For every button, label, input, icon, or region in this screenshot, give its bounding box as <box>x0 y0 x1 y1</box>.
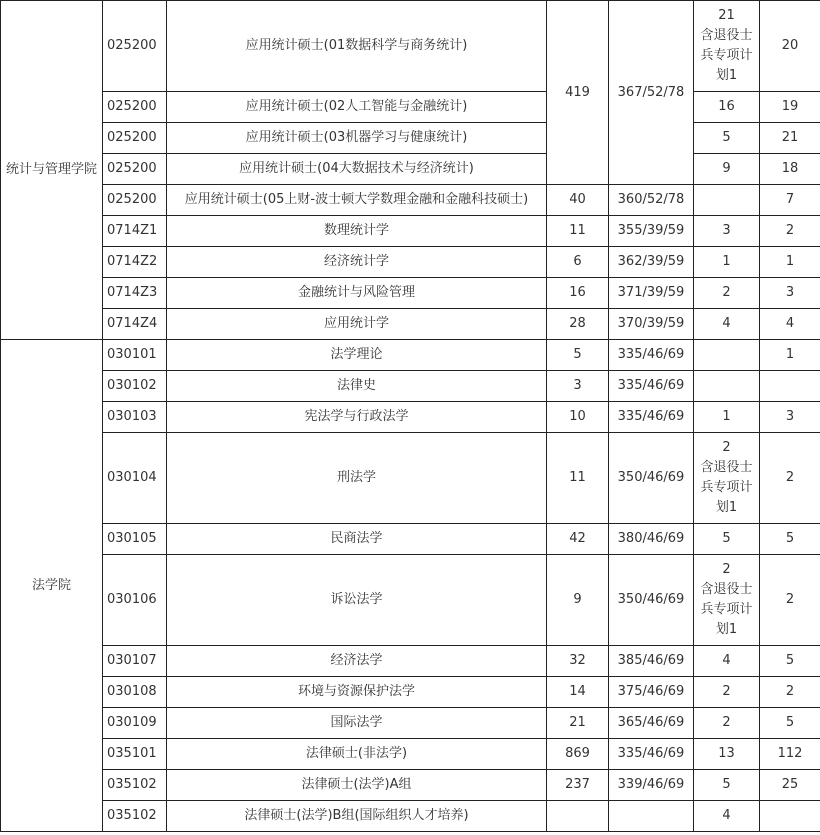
plan-cell: 2 <box>694 278 760 309</box>
applicants-cell: 6 <box>547 247 609 278</box>
major-cell: 应用统计硕士(04大数据技术与经济统计) <box>167 154 547 185</box>
table-row <box>1 402 820 433</box>
major-cell: 经济法学 <box>167 646 547 677</box>
table-row <box>1 1 820 92</box>
code-cell: 0714Z1 <box>103 216 167 247</box>
code-cell: 035102 <box>103 770 167 801</box>
applicants-cell: 42 <box>547 524 609 555</box>
score-cell: 371/39/59 <box>609 278 694 309</box>
applicants-cell: 3 <box>547 371 609 402</box>
code-cell: 0714Z3 <box>103 278 167 309</box>
plan-cell <box>694 433 760 524</box>
table-row <box>1 739 820 770</box>
admitted-cell: 2 <box>760 216 820 247</box>
code-cell: 025200 <box>103 1 167 92</box>
applicants-cell <box>547 801 609 832</box>
table-row <box>1 92 820 123</box>
code-cell: 030108 <box>103 677 167 708</box>
applicants-cell: 40 <box>547 185 609 216</box>
plan-cell: 2 <box>694 677 760 708</box>
code-cell: 030106 <box>103 555 167 646</box>
table-row <box>1 216 820 247</box>
major-cell: 经济统计学 <box>167 247 547 278</box>
major-cell: 法律硕士(法学)A组 <box>167 770 547 801</box>
code-cell: 0714Z4 <box>103 309 167 340</box>
major-cell: 应用统计学 <box>167 309 547 340</box>
major-cell: 法律硕士(非法学) <box>167 739 547 770</box>
code-cell: 030105 <box>103 524 167 555</box>
code-cell: 030109 <box>103 708 167 739</box>
department-cell: 统计与管理学院 <box>1 1 103 340</box>
major-cell: 刑法学 <box>167 433 547 524</box>
table-row <box>1 278 820 309</box>
admitted-cell <box>760 801 820 832</box>
applicants-cell: 14 <box>547 677 609 708</box>
applicants-cell: 10 <box>547 402 609 433</box>
score-cell: 350/46/69 <box>609 555 694 646</box>
score-cell: 360/52/78 <box>609 185 694 216</box>
table-row <box>1 524 820 555</box>
applicants-cell: 237 <box>547 770 609 801</box>
score-cell: 335/46/69 <box>609 739 694 770</box>
major-cell: 应用统计硕士(02人工智能与金融统计) <box>167 92 547 123</box>
code-cell: 030103 <box>103 402 167 433</box>
score-cell: 335/46/69 <box>609 402 694 433</box>
admitted-cell: 1 <box>760 340 820 371</box>
admitted-cell: 2 <box>760 677 820 708</box>
code-cell: 025200 <box>103 92 167 123</box>
score-cell: 375/46/69 <box>609 677 694 708</box>
applicants-cell: 869 <box>547 739 609 770</box>
plan-cell: 2 <box>694 708 760 739</box>
table-row <box>1 154 820 185</box>
admitted-cell: 2 <box>760 555 820 646</box>
plan-cell: 5 <box>694 770 760 801</box>
admitted-cell: 19 <box>760 92 820 123</box>
code-cell: 030102 <box>103 371 167 402</box>
major-cell: 法律硕士(法学)B组(国际组织人才培养) <box>167 801 547 832</box>
applicants-cell: 419 <box>547 1 609 185</box>
code-cell: 030107 <box>103 646 167 677</box>
code-cell: 030101 <box>103 340 167 371</box>
plan-cell: 5 <box>694 123 760 154</box>
score-cell <box>609 801 694 832</box>
plan-cell: 9 <box>694 154 760 185</box>
major-cell: 宪法学与行政法学 <box>167 402 547 433</box>
score-cell: 385/46/69 <box>609 646 694 677</box>
score-cell: 335/46/69 <box>609 340 694 371</box>
admitted-cell: 20 <box>760 1 820 92</box>
score-cell: 335/46/69 <box>609 371 694 402</box>
table-row <box>1 433 820 524</box>
table-row <box>1 185 820 216</box>
table-row <box>1 340 820 371</box>
major-cell: 环境与资源保护法学 <box>167 677 547 708</box>
score-cell: 362/39/59 <box>609 247 694 278</box>
major-cell: 数理统计学 <box>167 216 547 247</box>
score-cell: 355/39/59 <box>609 216 694 247</box>
code-cell: 035102 <box>103 801 167 832</box>
plan-cell <box>694 371 760 402</box>
plan-cell <box>694 555 760 646</box>
table-row <box>1 677 820 708</box>
plan-count: 2 含退役士兵专项计划1 <box>700 440 753 515</box>
table-row <box>1 555 820 646</box>
admitted-cell: 18 <box>760 154 820 185</box>
applicants-cell: 5 <box>547 340 609 371</box>
score-cell: 367/52/78 <box>609 1 694 185</box>
plan-cell: 3 <box>694 216 760 247</box>
major-cell: 法学理论 <box>167 340 547 371</box>
code-cell: 025200 <box>103 123 167 154</box>
plan-cell <box>694 1 760 92</box>
applicants-cell: 32 <box>547 646 609 677</box>
plan-cell: 1 <box>694 247 760 278</box>
admitted-cell: 112 <box>760 739 820 770</box>
applicants-cell: 16 <box>547 278 609 309</box>
plan-cell: 16 <box>694 92 760 123</box>
plan-count: 21 含退役士兵专项计划1 <box>700 8 753 83</box>
table-row <box>1 309 820 340</box>
applicants-cell: 11 <box>547 216 609 247</box>
admitted-cell: 4 <box>760 309 820 340</box>
major-cell: 国际法学 <box>167 708 547 739</box>
applicants-cell: 28 <box>547 309 609 340</box>
admitted-cell: 21 <box>760 123 820 154</box>
admitted-cell: 5 <box>760 708 820 739</box>
score-cell: 365/46/69 <box>609 708 694 739</box>
code-cell: 025200 <box>103 154 167 185</box>
admitted-cell: 2 <box>760 433 820 524</box>
admitted-cell: 3 <box>760 402 820 433</box>
code-cell: 0714Z2 <box>103 247 167 278</box>
admitted-cell: 3 <box>760 278 820 309</box>
plan-cell: 4 <box>694 309 760 340</box>
score-cell: 350/46/69 <box>609 433 694 524</box>
admitted-cell: 25 <box>760 770 820 801</box>
major-cell: 应用统计硕士(03机器学习与健康统计) <box>167 123 547 154</box>
applicants-cell: 11 <box>547 433 609 524</box>
table-row <box>1 708 820 739</box>
plan-cell: 5 <box>694 524 760 555</box>
table-row <box>1 646 820 677</box>
plan-count: 2 含退役士兵专项计划1 <box>700 562 753 637</box>
table-row <box>1 801 820 832</box>
admitted-cell <box>760 371 820 402</box>
plan-cell: 1 <box>694 402 760 433</box>
score-cell: 380/46/69 <box>609 524 694 555</box>
admitted-cell: 5 <box>760 646 820 677</box>
admitted-cell: 5 <box>760 524 820 555</box>
table-row <box>1 123 820 154</box>
code-cell: 025200 <box>103 185 167 216</box>
department-cell: 法学院 <box>1 340 103 832</box>
admitted-cell: 7 <box>760 185 820 216</box>
plan-cell: 4 <box>694 801 760 832</box>
plan-cell: 4 <box>694 646 760 677</box>
admitted-cell: 1 <box>760 247 820 278</box>
table-row <box>1 371 820 402</box>
code-cell: 030104 <box>103 433 167 524</box>
major-cell: 应用统计硕士(05上财-波士顿大学数理金融和金融科技硕士) <box>167 185 547 216</box>
table-row <box>1 770 820 801</box>
plan-cell <box>694 340 760 371</box>
major-cell: 法律史 <box>167 371 547 402</box>
score-cell: 339/46/69 <box>609 770 694 801</box>
major-cell: 应用统计硕士(01数据科学与商务统计) <box>167 1 547 92</box>
plan-cell <box>694 185 760 216</box>
table-row <box>1 247 820 278</box>
major-cell: 金融统计与风险管理 <box>167 278 547 309</box>
major-cell: 民商法学 <box>167 524 547 555</box>
applicants-cell: 21 <box>547 708 609 739</box>
code-cell: 035101 <box>103 739 167 770</box>
score-cell: 370/39/59 <box>609 309 694 340</box>
applicants-cell: 9 <box>547 555 609 646</box>
major-cell: 诉讼法学 <box>167 555 547 646</box>
plan-cell: 13 <box>694 739 760 770</box>
